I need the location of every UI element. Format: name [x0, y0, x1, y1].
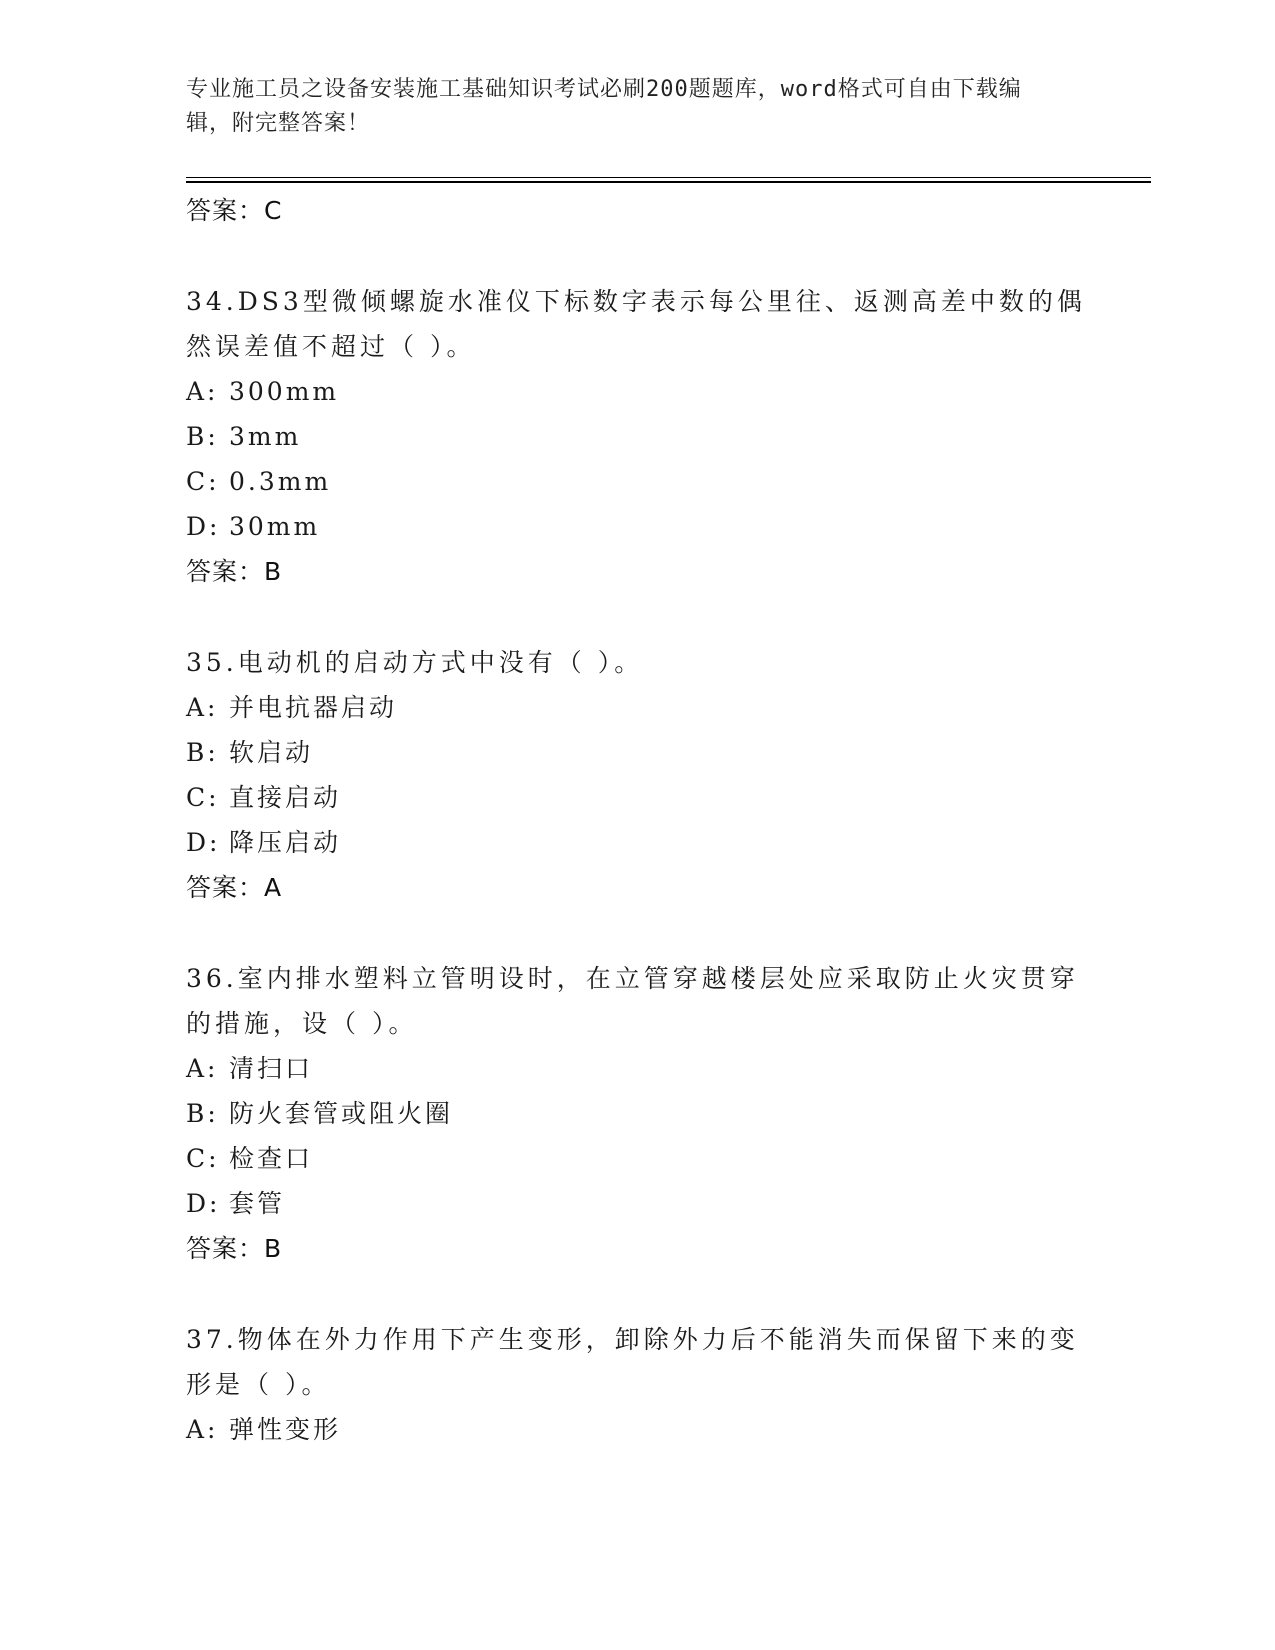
question-block	[186, 1317, 1086, 1452]
option-d	[186, 1181, 1086, 1226]
question-block	[186, 956, 1086, 1271]
answer-line: 答案：B	[186, 557, 283, 586]
option-key: A:	[186, 1054, 219, 1083]
spacer	[186, 233, 1086, 279]
option-d	[186, 504, 1086, 549]
option-a	[186, 369, 1086, 414]
option-text: 软启动	[229, 738, 314, 767]
option-text: 直接启动	[229, 783, 342, 812]
option-text: 3mm	[229, 422, 302, 451]
option-text: 防火套管或阻火圈	[229, 1099, 454, 1128]
option-key: C:	[186, 1144, 220, 1173]
option-text: 弹性变形	[229, 1415, 342, 1444]
question-text: 35.电动机的启动方式中没有（ ）。	[186, 648, 644, 677]
document-header: 专业施工员之设备安装施工基础知识考试必刷200题题库，word格式可自由下载编辑，附完整答案！	[186, 77, 1022, 136]
option-key: C:	[186, 783, 220, 812]
option-key: A:	[186, 1415, 219, 1444]
option-key: D:	[186, 512, 221, 541]
answer-line: 答案：C	[186, 196, 283, 225]
option-c	[186, 1136, 1086, 1181]
answer-line: 答案：A	[186, 873, 283, 902]
option-key: D:	[186, 828, 221, 857]
question-text: 34.DS3型微倾螺旋水准仪下标数字表示每公里往、返测高差中数的偶然误差值不超过（ ）。	[186, 287, 1086, 361]
option-key: C:	[186, 467, 220, 496]
option-text: 检查口	[229, 1144, 314, 1173]
option-a	[186, 1046, 1086, 1091]
question-block	[186, 279, 1086, 594]
option-b	[186, 414, 1086, 459]
option-key: B:	[186, 1099, 219, 1128]
header-divider-thick	[186, 181, 1151, 183]
option-key: B:	[186, 422, 219, 451]
option-c	[186, 775, 1086, 820]
question-text: 37.物体在外力作用下产生变形，卸除外力后不能消失而保留下来的变形是（ ）。	[186, 1325, 1079, 1399]
option-text: 清扫口	[229, 1054, 314, 1083]
option-b	[186, 1091, 1086, 1136]
option-key: A:	[186, 377, 219, 406]
question-list	[186, 188, 1086, 1452]
option-b	[186, 730, 1086, 775]
spacer	[186, 910, 1086, 956]
option-a	[186, 1407, 1086, 1452]
option-text: 并电抗器启动	[229, 693, 398, 722]
option-text: 降压启动	[229, 828, 342, 857]
option-key: A:	[186, 693, 219, 722]
option-c	[186, 459, 1086, 504]
option-key: D:	[186, 1189, 221, 1218]
option-text: 30mm	[229, 512, 321, 541]
option-a	[186, 685, 1086, 730]
spacer	[186, 1271, 1086, 1317]
option-key: B:	[186, 738, 219, 767]
spacer	[186, 594, 1086, 640]
option-text: 0.3mm	[229, 467, 332, 496]
question-block	[186, 640, 1086, 910]
option-d	[186, 820, 1086, 865]
answer-line: 答案：B	[186, 1234, 283, 1263]
question-text: 36.室内排水塑料立管明设时，在立管穿越楼层处应采取防止火灾贯穿的措施，设（ ）。	[186, 964, 1079, 1038]
option-text: 套管	[229, 1189, 286, 1218]
option-text: 300mm	[229, 377, 340, 406]
header-divider-thin	[186, 177, 1151, 178]
